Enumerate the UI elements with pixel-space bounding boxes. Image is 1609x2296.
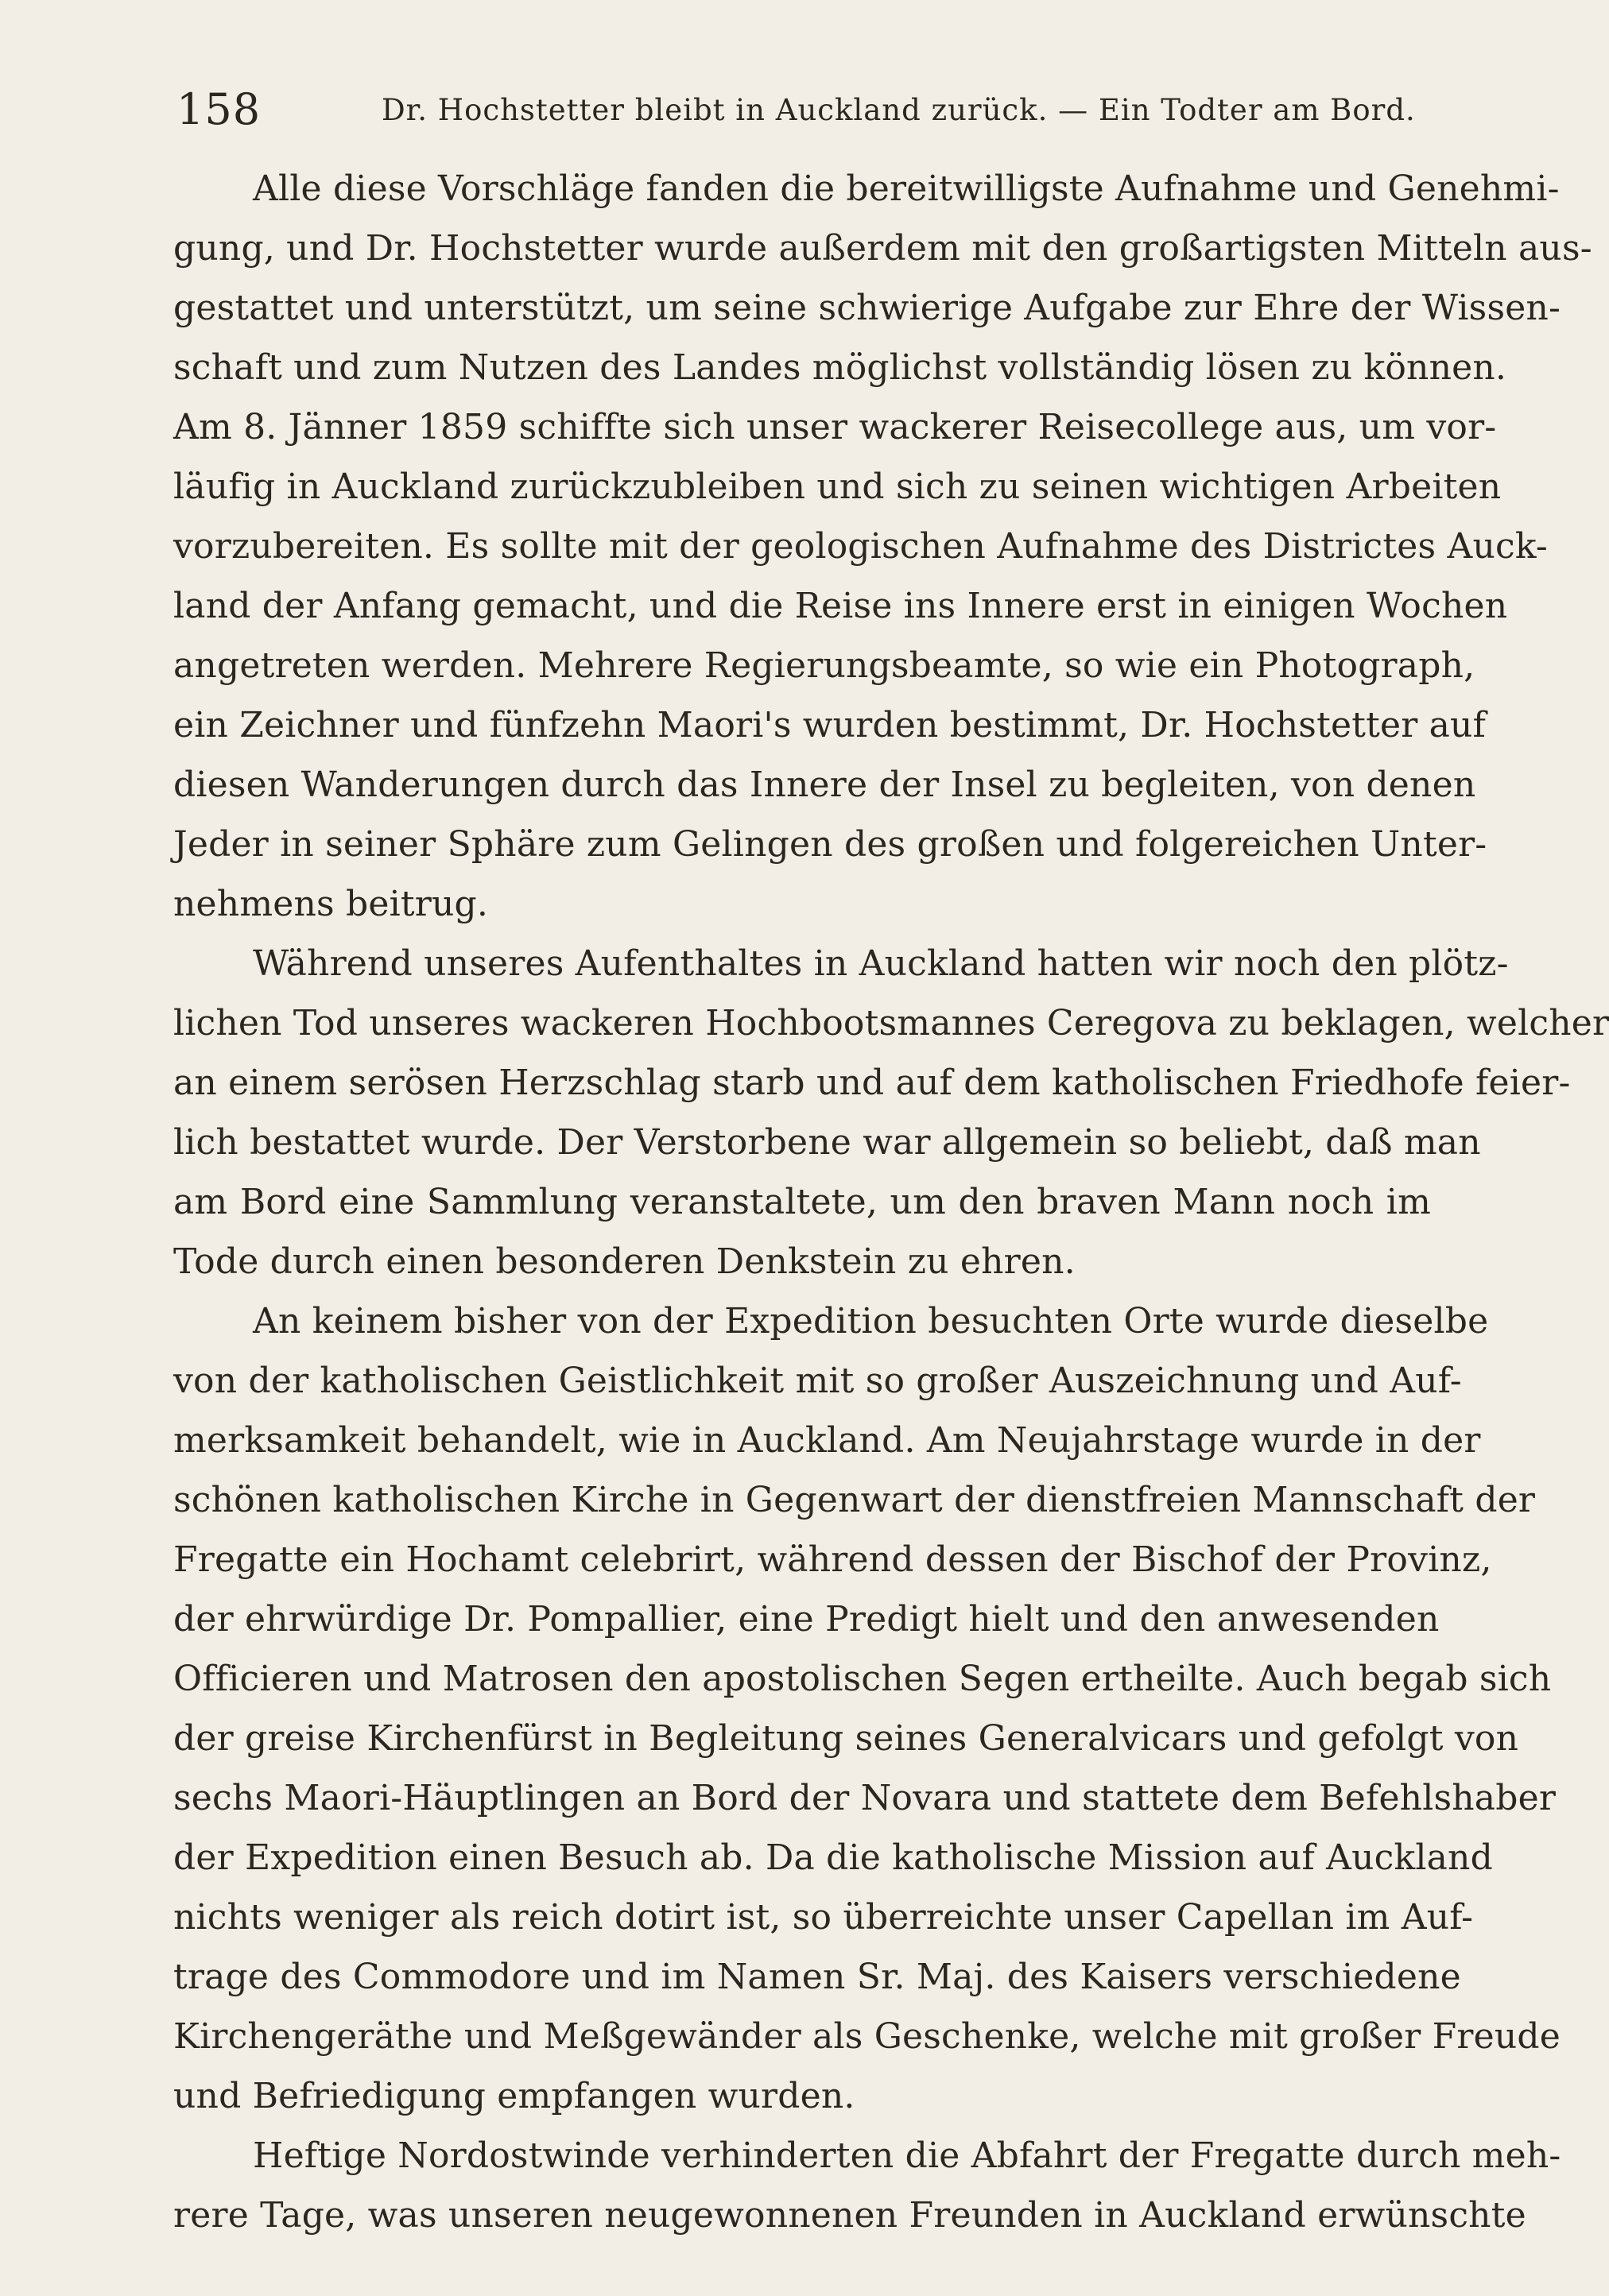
text-line: schönen katholischen Kirche in Gegenwart der dienstfreien Mannschaft der (173, 1480, 1536, 1520)
text-line: gung, und Dr. Hochstetter wurde außerdem mit den großartigsten Mitteln aus- (173, 228, 1592, 269)
text-line: merksamkeit behandelt, wie in Auckland. Am Neujahrstage wurde in der (173, 1420, 1481, 1461)
text-line: Officieren und Matrosen den apostolischen Segen ertheilte. Auch begab sich (173, 1659, 1552, 1699)
text-line: lichen Tod unseres wackeren Hochbootsmannes Ceregova zu beklagen, welcher (173, 1003, 1609, 1043)
text-line: der ehrwürdige Dr. Pompallier, eine Predigt hielt und den anwesenden (173, 1599, 1440, 1640)
text-line: vorzubereiten. Es sollte mit der geologischen Aufnahme des Districtes Auck- (173, 526, 1548, 567)
text-line: Tode durch einen besonderen Denkstein zu ehren. (173, 1241, 1076, 1282)
text-line: land der Anfang gemacht, und die Reise ins Innere erst in einigen Wochen (173, 586, 1508, 626)
text-line: Heftige Nordostwinde verhinderten die Abfahrt der Fregatte durch meh- (253, 2135, 1561, 2176)
page-number: 158 (176, 84, 262, 134)
text-line: nehmens beitrug. (173, 884, 489, 924)
text-line: und Befriedigung empfangen wurden. (173, 2076, 855, 2116)
text-line: trage des Commodore und im Namen Sr. Maj. des Kaisers verschiedene (173, 1957, 1461, 1997)
body-text (173, 159, 1609, 2245)
text-line: gestattet und unterstützt, um seine schwierige Aufgabe zur Ehre der Wissen- (173, 288, 1561, 328)
text-line: am Bord eine Sammlung veranstaltete, um den braven Mann noch im (173, 1182, 1431, 1222)
running-title: Dr. Hochstetter bleibt in Auckland zurück. — Ein Todter am Bord. (382, 93, 1416, 127)
text-line: rere Tage, was unseren neugewonnenen Freunden in Auckland erwünschte (173, 2195, 1526, 2236)
text-line: Am 8. Jänner 1859 schiffte sich unser wackerer Reisecollege aus, um vor- (173, 407, 1497, 447)
text-line: der Expedition einen Besuch ab. Da die katholische Mission auf Auckland (173, 1837, 1493, 1878)
text-line: Fregatte ein Hochamt celebrirt, während dessen der Bischof der Provinz, (173, 1539, 1492, 1580)
text-line: angetreten werden. Mehrere Regierungsbeamte, so wie ein Photograph, (173, 645, 1475, 686)
text-line: Jeder in seiner Sphäre zum Gelingen des großen und folgereichen Unter- (173, 824, 1487, 865)
text-line: Während unseres Aufenthaltes in Auckland hatten wir noch den plötz- (253, 943, 1509, 984)
text-line: schaft und zum Nutzen des Landes möglichst vollständig lösen zu können. (173, 347, 1507, 388)
text-line: Alle diese Vorschläge fanden die bereitwilligste Aufnahme und Genehmi- (253, 168, 1560, 209)
text-line: nichts weniger als reich dotirt ist, so überreichte unser Capellan im Auf- (173, 1897, 1474, 1938)
text-line: läufig in Auckland zurückzubleiben und sich zu seinen wichtigen Arbeiten (173, 467, 1502, 507)
text-line: Kirchengeräthe und Meßgewänder als Geschenke, welche mit großer Freude (173, 2016, 1561, 2057)
text-line: der greise Kirchenfürst in Begleitung seines Generalvicars und gefolgt von (173, 1718, 1519, 1759)
text-line: sechs Maori-Häuptlingen an Bord der Novara und stattete dem Befehlshaber (173, 1778, 1557, 1818)
text-line: von der katholischen Geistlichkeit mit so großer Auszeichnung und Auf- (173, 1361, 1462, 1401)
text-line: ein Zeichner und fünfzehn Maori's wurden bestimmt, Dr. Hochstetter auf (173, 705, 1487, 745)
text-line: diesen Wanderungen durch das Innere der Insel zu begleiten, von denen (173, 765, 1476, 805)
text-line: lich bestattet wurde. Der Verstorbene war allgemein so beliebt, daß man (173, 1122, 1481, 1163)
running-header (176, 78, 1433, 141)
text-line: an einem serösen Herzschlag starb und auf dem katholischen Friedhofe feier- (173, 1063, 1571, 1103)
text-line: An keinem bisher von der Expedition besuchten Orte wurde dieselbe (253, 1301, 1489, 1342)
